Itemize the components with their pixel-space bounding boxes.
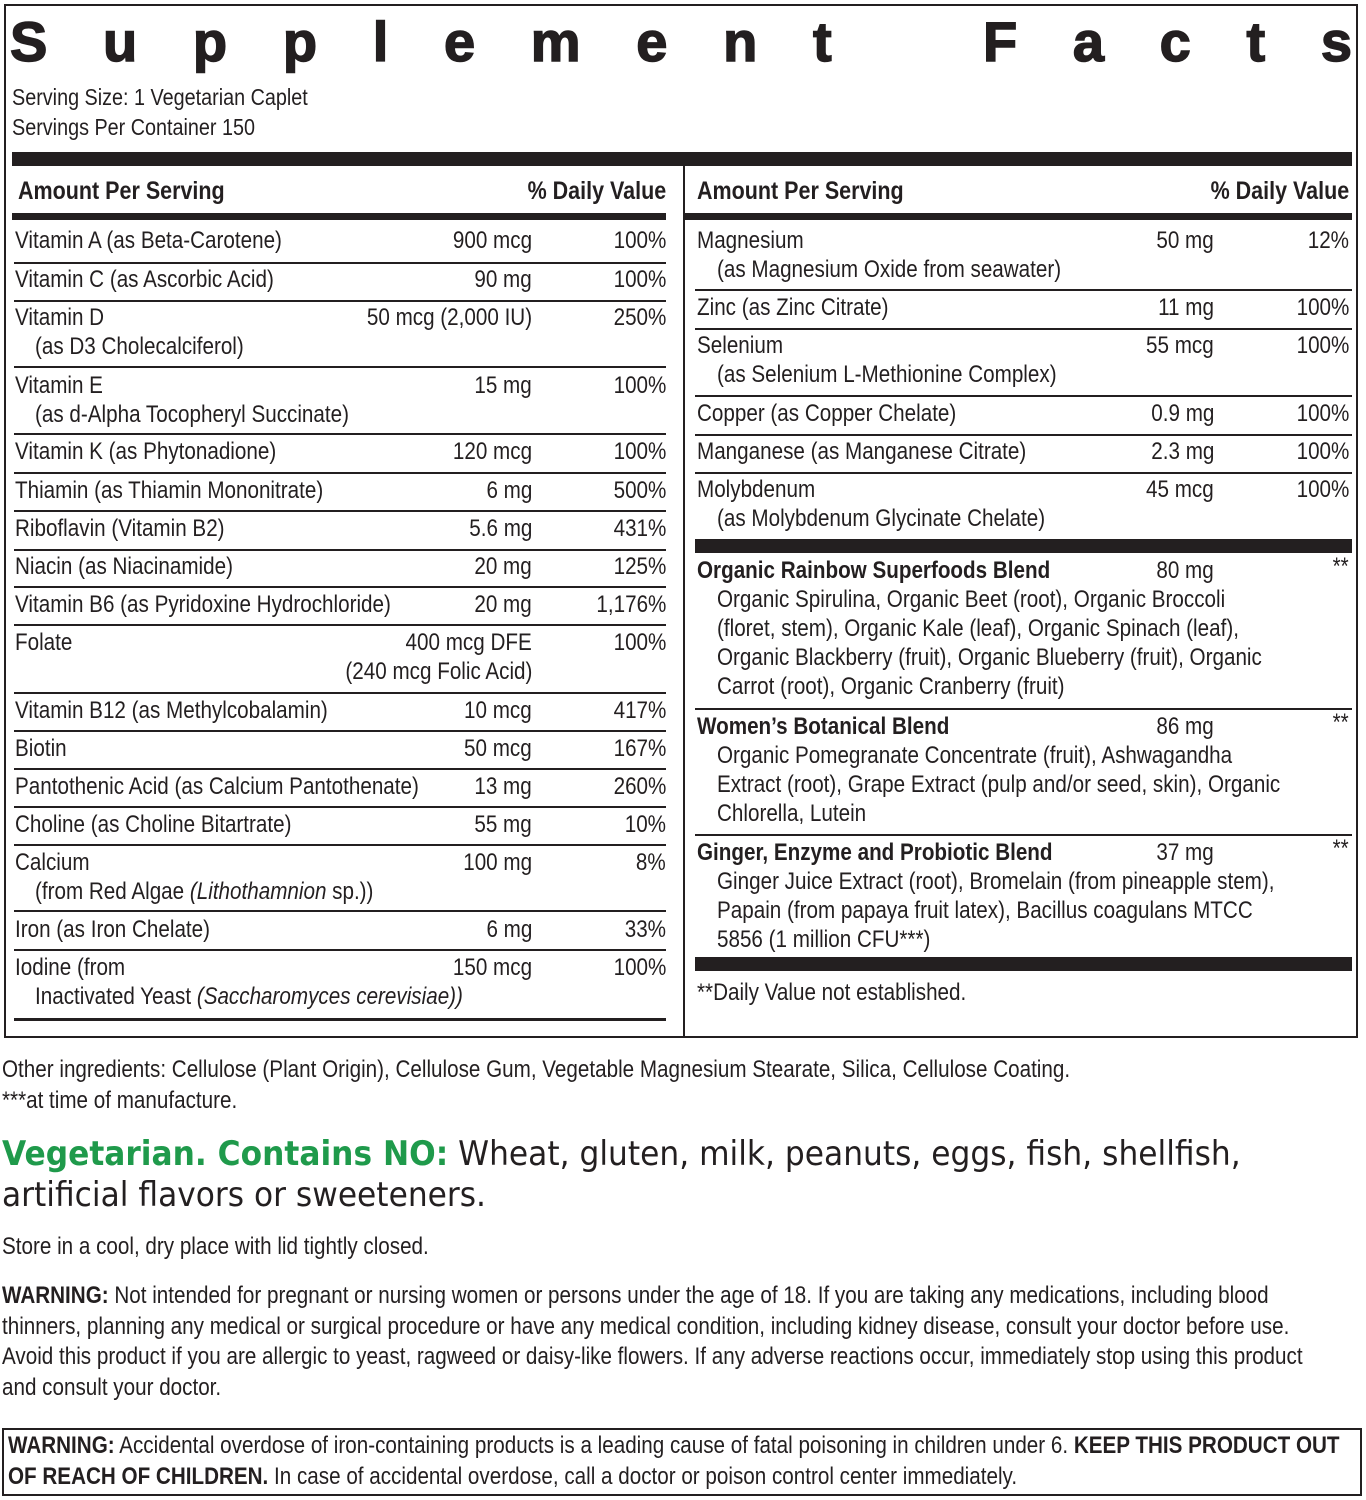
nutrient-source: [35, 332, 278, 361]
row-divider: [695, 395, 1352, 397]
mineral-name-text: Manganese (as Manganese Citrate): [697, 438, 1027, 465]
keep-out-of-reach: KEEP THIS PRODUCT OUT OF REACH OF CHILDREN.: [8, 1432, 1340, 1490]
nutrient-amount: [453, 696, 532, 725]
nutrient-dv: [605, 953, 666, 982]
blend-divider: [695, 834, 1352, 836]
nutrient-dv: [605, 437, 666, 466]
row-divider: [14, 692, 666, 694]
nutrient-dv: [605, 476, 666, 505]
nutrient-dv-text: 417%: [613, 697, 666, 724]
nutrient-name-text: Iodine (from: [15, 954, 126, 981]
row-divider: [14, 844, 666, 846]
mineral-dv: [1288, 331, 1349, 360]
nutrient-name: [15, 476, 373, 505]
nutrient-amount-text: 6 mg: [486, 916, 532, 943]
nutrient-source-text: [35, 982, 463, 1011]
blend-ingredients-text: Organic Spirulina, Organic Beet (root), Organic Broccoli: [717, 586, 1226, 613]
nutrient-name-text: Vitamin B12 (as Methylcobalamin): [15, 697, 328, 724]
nutrient-dv-text: 100%: [613, 372, 666, 399]
blend-divider: [695, 708, 1352, 710]
mineral-amount-text: 2.3 mg: [1150, 438, 1214, 465]
row-divider: [695, 472, 1352, 474]
nutrient-amount-detail: [315, 657, 532, 686]
row-divider: [14, 949, 666, 951]
nutrient-name-text: Niacin (as Niacinamide): [15, 553, 233, 580]
nutrient-name: [15, 810, 336, 839]
nutrient-name: [15, 437, 319, 466]
blend-name-text: Ginger, Enzyme and Probiotic Blend: [697, 839, 1053, 866]
nutrient-amount: [479, 476, 532, 505]
nutrient-source-text: (as d-Alpha Tocopheryl Succinate): [35, 401, 349, 428]
mineral-dv: [1288, 293, 1349, 322]
mineral-name: [697, 293, 920, 322]
nutrient-dv-text: 1,176%: [595, 591, 666, 618]
nutrient-name: [15, 628, 82, 657]
blend-ingredients: [717, 585, 1308, 614]
source-species: (Lithothamnion: [189, 878, 327, 905]
nutrient-amount: [465, 590, 532, 619]
nutrient-source: [35, 982, 533, 1011]
nutrient-name-text: Vitamin D: [15, 304, 105, 331]
title-letter: F: [982, 9, 1018, 73]
blend-dv-text: **: [1332, 709, 1349, 736]
nutrient-dv: [605, 371, 666, 400]
row-divider: [14, 510, 666, 512]
title-letter: u: [103, 9, 138, 73]
row-divider: [14, 433, 666, 435]
blend-ingredients-text: Extract (root), Grape Extract (pulp and/or seed, skin), Organic: [717, 771, 1281, 798]
blend-ingredients-text: Carrot (root), Organic Cranberry (fruit): [717, 673, 1065, 700]
nutrient-amount: [465, 810, 532, 839]
blend-ingredients: [717, 770, 1366, 799]
nutrient-dv: [585, 590, 666, 619]
nutrient-name-text: Choline (as Choline Bitartrate): [15, 811, 292, 838]
mineral-dv-text: 100%: [1296, 438, 1349, 465]
blend-ingredients-text: Ginger Juice Extract (root), Bromelain (from pineapple stem),: [717, 868, 1275, 895]
mineral-name: [697, 226, 821, 255]
warning-label: WARNING:: [2, 1282, 109, 1309]
blend-amount: [1147, 838, 1214, 867]
mineral-source-text: (as Selenium L-Methionine Complex): [717, 361, 1057, 388]
mineral-name: [697, 475, 834, 504]
dv-footnote-text: **Daily Value not established.: [697, 979, 967, 1006]
blend-amount-text: 80 mg: [1156, 557, 1214, 584]
mineral-amount: [1149, 293, 1214, 322]
right-header-divider: [684, 213, 1352, 220]
nutrient-name-text: Vitamin E: [15, 372, 103, 399]
title-letter: m: [530, 9, 581, 73]
blend-ingredients-text: Organic Blackberry (fruit), Organic Blueberry (fruit), Organic: [717, 644, 1262, 671]
nutrient-amount: [465, 265, 532, 294]
title-letter: p: [192, 9, 228, 73]
blend-ingredients: [717, 896, 1340, 925]
nutrient-dv-text: 100%: [613, 954, 666, 981]
mineral-amount-text: 11 mg: [1158, 294, 1214, 321]
mineral-amount: [1147, 226, 1214, 255]
serving-size: Serving Size: 1 Vegetarian Caplet: [12, 84, 308, 110]
blend-amount: [1147, 556, 1214, 585]
nutrient-dv-text: 500%: [613, 477, 666, 504]
title-letter: e: [443, 9, 476, 73]
source-species: (Saccharomyces cerevisiae)): [196, 983, 463, 1010]
title-letter: c: [1159, 9, 1191, 73]
servings-per-container: Servings Per Container 150: [12, 114, 256, 140]
mineral-name-text: Magnesium: [697, 227, 804, 254]
nutrient-amount-text: 15 mg: [474, 372, 532, 399]
nutrient-name: [15, 915, 242, 944]
mineral-dv: [1288, 399, 1349, 428]
row-divider: [14, 549, 666, 551]
source-prefix: Inactivated Yeast: [35, 983, 197, 1010]
title-letter: n: [723, 9, 758, 73]
blend-ingredients: [717, 799, 890, 828]
mineral-dv-text: 100%: [1296, 294, 1349, 321]
nutrient-name: [15, 303, 119, 332]
nutrient-amount-text: 400 mcg DFE: [405, 629, 532, 656]
nutrient-amount-text: 6 mg: [486, 477, 532, 504]
mineral-dv: [1288, 437, 1349, 466]
row-divider: [695, 289, 1352, 291]
title-letter: e: [636, 9, 668, 73]
mineral-source-text: (as Magnesium Oxide from seawater): [717, 256, 1062, 283]
left-header-dv: % Daily Value: [527, 177, 666, 205]
row-divider: [695, 328, 1352, 330]
blend-dv: [1330, 834, 1349, 863]
mineral-name: [697, 331, 797, 360]
source-prefix: (from Red Algae: [35, 878, 190, 905]
mineral-dv: [1288, 475, 1349, 504]
nutrient-name-text: Vitamin K (as Phytonadione): [15, 438, 277, 465]
blend-dv-text: **: [1332, 553, 1349, 580]
row-divider: [14, 262, 666, 264]
nutrient-name-text: Biotin: [15, 735, 67, 762]
blend-name: [697, 556, 1108, 585]
nutrient-amount-text: 55 mg: [474, 811, 532, 838]
nutrient-name-text: Calcium: [15, 849, 90, 876]
mineral-source: [717, 360, 1112, 389]
blend-ingredients: [717, 643, 1351, 672]
nutrient-amount: [465, 552, 532, 581]
nutrient-amount: [479, 915, 532, 944]
row-divider: [14, 1018, 666, 1021]
mineral-name: [697, 437, 1080, 466]
nutrient-dv: [605, 514, 666, 543]
iron-warning-text: Accidental overdose of iron-containing products is a leading cause of fatal poisoning in children under 6.: [114, 1432, 1074, 1459]
nutrient-amount: [452, 848, 532, 877]
row-divider: [14, 366, 666, 368]
nutrient-dv-text: 100%: [613, 629, 666, 656]
blend-ingredients-text: (floret, stem), Organic Kale (leaf), Organic Spinach (leaf),: [717, 615, 1239, 642]
blend-ingredients: [717, 925, 965, 954]
mineral-name-text: Zinc (as Zinc Citrate): [697, 294, 889, 321]
title-letter: p: [282, 9, 318, 73]
other-ingredients: Other ingredients: Cellulose (Plant Origin), Cellulose Gum, Vegetable Magnesium Stearate, Silica, Cellulose Coating.: [2, 1056, 1071, 1083]
title-letter: t: [812, 9, 832, 73]
right-header-amount: Amount Per Serving: [697, 177, 904, 205]
mineral-source: [717, 255, 1117, 284]
nutrient-name: [15, 552, 268, 581]
nutrient-amount: [465, 371, 532, 400]
nutrient-dv: [618, 810, 666, 839]
mineral-amount-text: 45 mcg: [1146, 476, 1214, 503]
nutrient-amount-text: 10 mcg: [464, 697, 532, 724]
blend-ingredients: [717, 867, 1365, 896]
manufacture-note: ***at time of manufacture.: [2, 1087, 238, 1114]
title-letter: a: [1072, 9, 1104, 73]
nutrient-amount-text: 900 mcg: [452, 227, 532, 254]
nutrient-amount-detail-text: (240 mcg Folic Acid): [345, 658, 532, 685]
nutrient-name: [15, 265, 316, 294]
mineral-dv: [1301, 226, 1349, 255]
warning-text: Not intended for pregnant or nursing women or persons under the age of 18. If you are taking any medications, including blood thinners, planning any medical or surgical procedure or have any medical condition, including kidney disease, consult your doctor before use. Avoid this product if you are allergic to yeast, ragweed or daisy-like flowers. If any adverse reactions occur, immediately stop using this product and consult your doctor.: [2, 1282, 1303, 1401]
mineral-amount-text: 55 mcg: [1146, 332, 1214, 359]
blend-amount-text: 37 mg: [1156, 839, 1214, 866]
blend-ingredients-text: Organic Pomegranate Concentrate (fruit), Ashwagandha: [717, 742, 1233, 769]
nutrient-dv: [605, 696, 666, 725]
right-header-dv: % Daily Value: [1210, 177, 1349, 205]
nutrient-name: [15, 848, 102, 877]
mineral-dv-text: 100%: [1296, 476, 1349, 503]
nutrient-dv-text: 8%: [636, 849, 666, 876]
nutrient-dv: [631, 848, 666, 877]
left-header-divider: [12, 213, 666, 220]
nutrient-dv: [618, 915, 666, 944]
mineral-amount: [1141, 399, 1214, 428]
nutrient-name: [15, 772, 485, 801]
nutrient-amount: [385, 628, 532, 657]
nutrient-amount: [340, 303, 532, 332]
nutrient-dv: [605, 552, 666, 581]
nutrient-dv-text: 260%: [613, 773, 666, 800]
row-divider: [14, 472, 666, 474]
row-divider: [14, 730, 666, 732]
nutrient-dv: [605, 628, 666, 657]
footnote-thick-divider: [695, 957, 1352, 971]
row-divider: [14, 624, 666, 626]
nutrient-name: [15, 226, 325, 255]
general-warning: [2, 1281, 1366, 1403]
column-divider: [683, 166, 685, 1038]
mineral-name-text: Copper (as Copper Chelate): [697, 400, 957, 427]
storage-instructions: Store in a cool, dry place with lid tightly closed.: [2, 1233, 429, 1260]
nutrient-dv-text: 10%: [624, 811, 666, 838]
nutrient-amount-text: 100 mg: [463, 849, 532, 876]
nutrient-dv-text: 125%: [613, 553, 666, 580]
blend-name-text: Women’s Botanical Blend: [697, 713, 950, 740]
nutrient-name: [15, 953, 143, 982]
blend-thick-divider: [695, 539, 1352, 553]
blend-name: [697, 712, 990, 741]
nutrient-dv: [605, 265, 666, 294]
mineral-amount-text: 0.9 mg: [1150, 400, 1214, 427]
nutrient-name: [15, 734, 75, 763]
nutrient-name-text: Vitamin A (as Beta-Carotene): [15, 227, 282, 254]
nutrient-name-text: Riboflavin (Vitamin B2): [15, 515, 225, 542]
nutrient-amount: [440, 437, 532, 466]
blend-ingredients: [717, 741, 1316, 770]
blend-name: [697, 838, 1110, 867]
mineral-amount: [1135, 475, 1214, 504]
title-letter: t: [1246, 9, 1266, 73]
mineral-source-text: (as Molybdenum Glycinate Chelate): [717, 505, 1046, 532]
nutrient-amount-text: 150 mcg: [452, 954, 532, 981]
left-header-amount: Amount Per Serving: [18, 177, 225, 205]
mineral-source: [717, 504, 1099, 533]
iron-warning-label: WARNING:: [8, 1432, 115, 1459]
nutrient-source-text: (as D3 Cholecalciferol): [35, 333, 244, 360]
dv-footnote: [697, 978, 1010, 1007]
nutrient-name-text: Pantothenic Acid (as Calcium Pantothenate): [15, 773, 419, 800]
blend-dv-text: **: [1332, 835, 1349, 862]
blend-name-text: Organic Rainbow Superfoods Blend: [697, 557, 1051, 584]
mineral-amount: [1135, 331, 1214, 360]
row-divider: [695, 434, 1352, 436]
nutrient-dv-text: 100%: [613, 438, 666, 465]
nutrient-amount: [440, 226, 532, 255]
nutrient-dv-text: 431%: [613, 515, 666, 542]
mineral-name-text: Molybdenum: [697, 476, 816, 503]
nutrient-name-text: Vitamin B6 (as Pyridoxine Hydrochloride): [15, 591, 391, 618]
nutrient-dv-text: 167%: [613, 735, 666, 762]
mineral-name: [697, 399, 999, 428]
nutrient-amount: [459, 514, 532, 543]
nutrient-amount-text: 20 mg: [474, 591, 532, 618]
blend-ingredients-text: Chlorella, Lutein: [717, 800, 867, 827]
nutrient-dv-text: 250%: [613, 304, 666, 331]
title-letter: S: [10, 9, 48, 73]
top-thick-divider: [12, 152, 1352, 166]
row-divider: [14, 910, 666, 912]
row-divider: [14, 768, 666, 770]
nutrient-name-text: Thiamin (as Thiamin Mononitrate): [15, 477, 324, 504]
nutrient-amount: [453, 734, 532, 763]
nutrient-amount: [465, 772, 532, 801]
nutrient-name: [15, 514, 259, 543]
nutrient-dv: [605, 303, 666, 332]
nutrient-dv-text: 33%: [624, 916, 666, 943]
blend-ingredients: [717, 672, 1121, 701]
mineral-amount: [1141, 437, 1214, 466]
nutrient-name-text: Folate: [15, 629, 73, 656]
nutrient-name-text: Vitamin C (as Ascorbic Acid): [15, 266, 274, 293]
nutrient-dv: [605, 772, 666, 801]
vegetarian-label: Vegetarian. Contains NO:: [2, 1134, 449, 1174]
nutrient-dv: [605, 734, 666, 763]
nutrient-amount-text: 50 mcg: [464, 735, 532, 762]
blend-ingredients-text: 5856 (1 million CFU***): [717, 926, 931, 953]
source-suffix: sp.)): [326, 878, 374, 905]
blend-dv: [1330, 708, 1349, 737]
nutrient-amount-text: 120 mcg: [452, 438, 532, 465]
nutrient-amount-text: 13 mg: [474, 773, 532, 800]
mineral-amount-text: 50 mg: [1156, 227, 1214, 254]
iron-warning-text-2: In case of accidental overdose, call a doctor or poison control center immediately.: [268, 1462, 1018, 1490]
nutrient-name: [15, 696, 379, 725]
iron-warning: [8, 1431, 1366, 1492]
blend-ingredients: [717, 614, 1324, 643]
nutrient-amount-text: 90 mg: [474, 266, 532, 293]
nutrient-dv: [605, 226, 666, 255]
title-letter: l: [372, 9, 389, 73]
nutrient-amount-text: 20 mg: [474, 553, 532, 580]
nutrient-amount-text: 50 mcg (2,000 IU): [366, 304, 532, 331]
blend-amount: [1147, 712, 1214, 741]
blend-dv: [1330, 552, 1349, 581]
nutrient-source: [35, 400, 400, 429]
nutrient-dv-text: 100%: [613, 266, 666, 293]
mineral-dv-text: 100%: [1296, 332, 1349, 359]
mineral-name-text: Selenium: [697, 332, 784, 359]
nutrient-source-text: [35, 877, 373, 906]
row-divider: [14, 806, 666, 808]
blend-amount-text: 86 mg: [1156, 713, 1214, 740]
nutrient-name: [15, 371, 117, 400]
panel-title: [10, 6, 1352, 76]
row-divider: [14, 300, 666, 302]
vegetarian-statement: [2, 1134, 1362, 1216]
vegetarian-text: Wheat, gluten, milk, peanuts, eggs, fish, shellfish, artificial flavors or sweeteners.: [2, 1134, 1241, 1215]
mineral-dv-text: 100%: [1296, 400, 1349, 427]
blend-ingredients-text: Papain (from papaya fruit latex), Bacillus coagulans MTCC: [717, 897, 1253, 924]
nutrient-dv-text: 100%: [613, 227, 666, 254]
title-letter: s: [1320, 9, 1352, 73]
nutrient-amount: [440, 953, 532, 982]
nutrient-name: [15, 590, 452, 619]
nutrient-source: [35, 877, 429, 906]
nutrient-name-text: Iron (as Iron Chelate): [15, 916, 211, 943]
row-divider: [14, 586, 666, 588]
mineral-dv-text: 12%: [1307, 227, 1349, 254]
nutrient-amount-text: 5.6 mg: [468, 515, 532, 542]
